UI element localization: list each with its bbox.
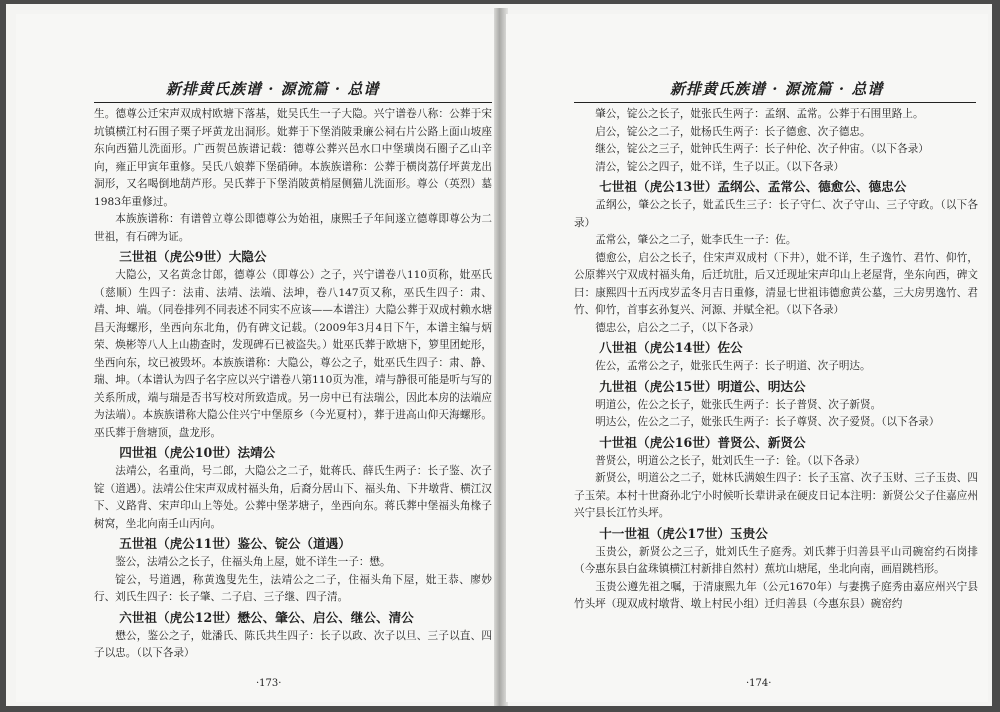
body-paragraph: 清公，锭公之四子，妣不详，生子以正。（以下各录） bbox=[595, 160, 845, 173]
section-heading: 十世祖（虎公16世）普贤公、新贤公 bbox=[599, 434, 806, 450]
body-paragraph: 本族族谱称：有谱曾立尊公即德尊公为始祖，康熙壬子年间遂立德尊即尊公为二世祖，有石碑为证。 bbox=[94, 213, 492, 243]
body-paragraph: 继公，锭公之三子，妣钟氏生两子：长子仲伦、次子仲宙。（以下各录） bbox=[595, 143, 929, 155]
section-heading: 十一世祖（虎公17世）玉贵公 bbox=[599, 525, 768, 541]
body-paragraph: 明达公，佐公之二子，妣张氏生两子：长子尊贤、次子爱贤。（以下各录） bbox=[595, 416, 940, 428]
body-paragraph: 鉴公，法靖公之长子，住福头角上屋，妣不详生一子：懋。 bbox=[115, 556, 391, 568]
page-body bbox=[574, 106, 978, 614]
body-paragraph: 新贤公，明道公之二子，妣林氏满娘生四子：长子玉富、次子玉财、三子玉贵、四子玉荣。本村十世裔孙北宁小时候听长辈讲录在硬皮日记本注明：新贤公父子住嘉应州兴宁县长江竹头坪。 bbox=[574, 472, 978, 519]
body-paragraph: 孟常公，肇公之二子，妣李氏生一子：佐。 bbox=[595, 234, 797, 246]
body-paragraph: 大隐公，又名黄念廿郎，德尊公（即尊公）之子，兴宁谱卷八110页称，妣巫氏（慈顺）生四子：法甫、法靖、法端、法坤，卷八147页又称，巫氏生四子：肃、靖、坤、端。（同卷排列不同表述不同实不应该——本谱注）大隐公葬于双成村赖水塘昌天海螺形，坐西向东北角，仍有碑文记载。（2009年3月4日下午，本谱主编与炳荣、焕彬等八人上山勘查时，发现碑石已被盗失。）妣巫氏葬于欧塘下，箩里团蛇形，坐西向东，坟已被毁坏。本族族谱称：大隐公，尊公之子，妣巫氏生四子：肃、静、瑞、坤。（本谱认为四子名字应以兴宁谱卷八第110页为准，靖与静很可能是听与写的关系所成，端与瑞是否书写校对所致造成。另一房中已有法瑞公，因此本房的法端应为法端）。本族族谱称大隐公住兴宁中堡原乡（今光夏村），葬于进高山仰天海螺形。巫氏葬于詹塘顶，盘龙形。 bbox=[94, 269, 492, 439]
page-number: ·174· bbox=[746, 678, 772, 689]
section-heading: 三世祖（虎公9世）大隐公 bbox=[119, 249, 267, 264]
page-body bbox=[94, 106, 492, 663]
body-paragraph: 玉贵公遵先祖之嘱，于清康熙九年（公元1670年）与妻携子庭秀由嘉应州兴宁县竹头坪（现双成村墩背、墩上村民小组）迁归善县（今惠东县）碗窑约 bbox=[574, 580, 978, 610]
body-paragraph: 普贤公，明道公之长子，妣刘氏生一子：铨。（以下各录） bbox=[595, 454, 866, 467]
body-paragraph: 懋公，鉴公之子，妣潘氏、陈氏共生四子：长子以政、次子以旦、三子以直、四子以忠。（以下各录） bbox=[94, 629, 492, 659]
section-heading: 六世祖（虎公12世）懋公、肇公、启公、继公、清公 bbox=[119, 609, 414, 625]
body-paragraph: 德忠公，启公之二子，（以下各录） bbox=[595, 321, 760, 334]
body-paragraph: 明道公，佐公之长子，妣张氏生两子：长子普贤、次子新贤。 bbox=[595, 398, 882, 411]
right-page bbox=[506, 14, 988, 702]
body-paragraph: 启公，锭公之二子，妣杨氏生两子：长子德愈、次子德忠。 bbox=[595, 125, 871, 138]
page-number: ·173· bbox=[256, 678, 282, 689]
page-header: 新排黄氏族谱 · 源流篇 · 总谱 bbox=[166, 80, 380, 98]
body-paragraph: 法靖公，名重尚，号二郎，大隐公之二子，妣蒋氏、薛氏生两子：长子鉴、次子锭（道遇）。法靖公住宋声双成村福头角，后裔分居山下、福头角、下井墩背、横江汉下、义路背、宋声印山上等处。公葬中堡茅塘子，坐西向东。蒋氏葬中堡福头角椽子树窝，坐北向南壬山丙向。 bbox=[94, 465, 492, 530]
body-paragraph: 锭公，号道遇，称黄逸叟先生，法靖公之二子，住福头角下屋，妣王恭、廖妙行、刘氏生四子：长子肇、二子启、三子继、四子清。 bbox=[94, 573, 492, 603]
header-rule bbox=[574, 102, 976, 103]
body-paragraph: 德愈公，启公之长子，住宋声双成村（下井），妣不详，生子逸竹、君竹、仰竹，公原葬兴宁双成村福头角，后迁坑肚，后又迁现址宋声印山上老屋背，坐东向西，碑文曰：康熙四十五丙戌岁孟冬月吉日重修，清显七世祖讳德愈黄公墓，三大房男逸竹、君竹、仰竹，首事玄孙复兴、河源、并赋全祀。（以下各录） bbox=[574, 251, 978, 316]
body-paragraph: 玉贵公，新贤公之三子，妣刘氏生子庭秀。刘氏葬于归善县平山司碗窑约石岗排（今惠东县白盆珠镇横江村新排自然村）蕉坑山塘尾，坐北向南，画眉跳档形。 bbox=[574, 545, 978, 575]
section-heading: 五世祖（虎公11世）鉴公、锭公（道遇） bbox=[119, 536, 351, 551]
body-paragraph: 佐公，孟常公之子，妣张氏生两子：长子明道、次子明达。 bbox=[595, 360, 871, 372]
body-paragraph: 肇公，锭公之长子，妣张氏生两子：孟纲、孟常。公葬于石围里路上。 bbox=[595, 108, 924, 120]
section-heading: 九世祖（虎公15世）明道公、明达公 bbox=[599, 378, 806, 394]
header-rule bbox=[94, 102, 492, 103]
section-heading: 四世祖（虎公10世）法靖公 bbox=[119, 445, 276, 460]
open-book bbox=[6, 4, 992, 706]
body-paragraph: 生。德尊公迁宋声双成村欧塘下落基，妣吴氏生一子大隐。兴宁谱卷八称：公葬于宋坑镇横江村石围子栗子坪黄龙出洞形。妣葬于下堡消陂秉廉公祠右片公路上面山坡座东向西猫儿洗面形。广西贺邑族谱记载：德尊公葬兴邑水口中堡璜岗石圈子乙山辛向，雍正甲寅年重修。吴氏八娘葬下堡硝砷。本族族谱称：公葬于横岗荔仔坪黄龙出洞形，又名喝倒地葫芦形。吴氏葬于下堡消陂黄梢屋侧猫儿洗面形。尊公（英烈）墓1983年重修过。 bbox=[94, 108, 492, 208]
left-page bbox=[16, 14, 494, 702]
body-paragraph: 孟纲公，肇公之长子，妣孟氏生三子：长子守仁、次子守山、三子守政。（以下各录） bbox=[574, 199, 978, 229]
section-heading: 八世祖（虎公14世）佐公 bbox=[599, 340, 743, 355]
section-heading: 七世祖（虎公13世）孟纲公、孟常公、德愈公、德忠公 bbox=[599, 179, 907, 194]
page-header: 新排黄氏族谱 · 源流篇 · 总谱 bbox=[670, 80, 884, 98]
